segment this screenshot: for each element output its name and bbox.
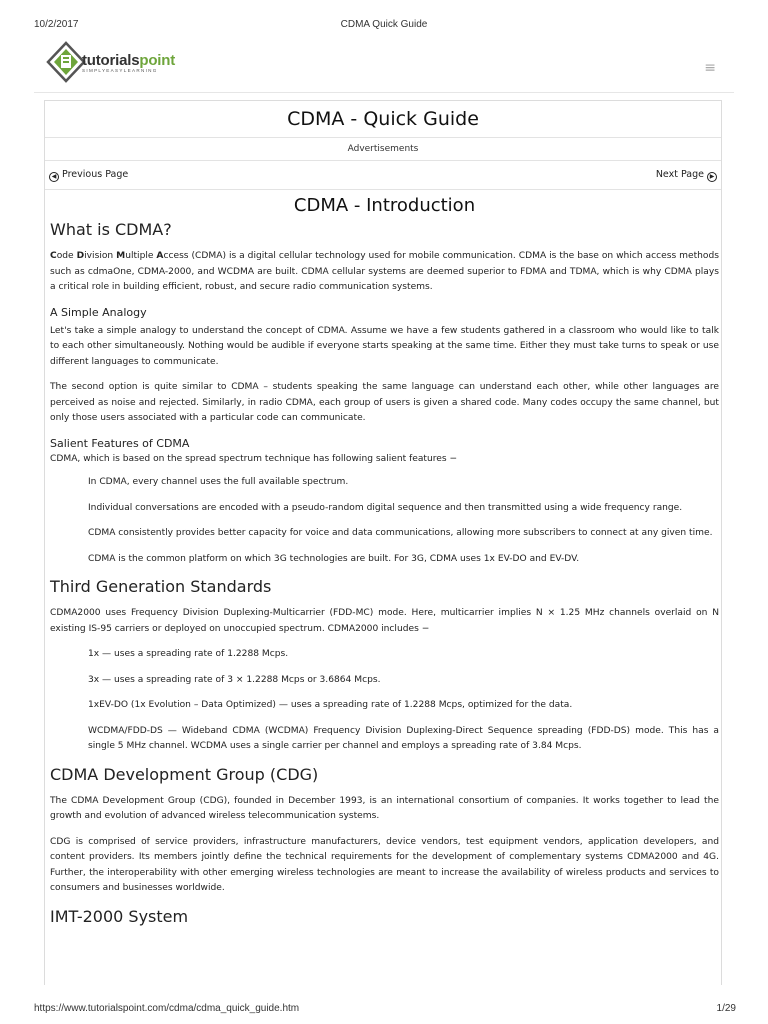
print-header — [0, 0, 768, 40]
list-item: WCDMA/FDD-DS — Wideband CDMA (WCDMA) Frequency Division Duplexing-Direct Sequence spreading (FDD-DS) mode. This has a single 5 MHz channel. WCDMA uses a single carrier per channel and employs a spreading rate of 3.84 Mcps. — [88, 725, 719, 751]
list-item: 1x — uses a spreading rate of 1.2288 Mcps. — [88, 649, 289, 659]
intro-paragraph: Code Division Multiple Access (CDMA) is a digital cellular technology used for mobile communication. CDMA is the base on which access methods such as cdmaOne, CDMA-2000, and WCDMA are built. CDMA cellular systems are deemed superior to FDMA and TDMA, which is why CDMA plays a critical role in building efficient, robust, and secure radio communication systems. — [50, 251, 720, 292]
print-date: 10/2/2017 — [34, 19, 79, 30]
features-intro: CDMA, which is based on the spread spectrum technique has following salient features − — [50, 453, 458, 464]
heading-salient-features: Salient Features of CDMA — [50, 436, 190, 450]
advertisements-label: Advertisements — [45, 138, 721, 161]
heading-third-generation: Third Generation Standards — [50, 577, 272, 596]
logo-icon — [46, 41, 86, 87]
heading-simple-analogy: A Simple Analogy — [50, 305, 147, 319]
print-footer — [0, 994, 768, 1024]
previous-page-label: Previous Page — [62, 169, 129, 180]
list-item: CDMA consistently provides better capacity for voice and data communications, allowing more subscribers to connect at any given time. — [88, 528, 713, 538]
main-content — [44, 100, 722, 985]
site-logo[interactable] — [46, 40, 216, 88]
cdg-paragraph-2: CDG is comprised of service providers, infrastructure manufacturers, device vendors, test equipment vendors, application developers, and content providers. Its members jointly define the technical requirements for the development of complementary systems CDMA2000 and 4G. Further, the interoperability with other emerging wireless technologies are meant to increase the availability of wireless products and services to consumers and businesses worldwide. — [50, 836, 719, 893]
next-page-link[interactable] — [656, 169, 717, 182]
footer-page-number: 1/29 — [716, 1003, 736, 1014]
site-header — [34, 38, 734, 93]
analogy-paragraph-2: The second option is quite similar to CDMA – students speaking the same language can understand each other, while other languages are perceived as noise and rejected. Similarly, in radio CDMA, each group of users is given a shared code. Many codes occupy the same channel, but only those users associated with a particular code can communicate. — [50, 382, 719, 423]
list-item: 3x — uses a spreading rate of 3 × 1.2288 Mcps or 3.6864 Mcps. — [88, 674, 381, 685]
heading-imt-2000: IMT-2000 System — [50, 906, 189, 926]
analogy-paragraph-1: Let's take a simple analogy to understand the concept of CDMA. Assume we have a few students gathered in a classroom who would like to talk to each other simultaneously. Nothing would be audible if everyone starts speaking at the same time. Either they must take turns to speak or use different languages to communicate. — [50, 325, 719, 367]
hamburger-menu-icon[interactable]: ≡ — [704, 60, 716, 76]
footer-url: https://www.tutorialspoint.com/cdma/cdma_quick_guide.htm — [34, 1003, 300, 1014]
next-page-label: Next Page — [655, 169, 704, 180]
list-item: In CDMA, every channel uses the full available spectrum. — [88, 477, 349, 487]
logo-brand-part2: point — [139, 52, 176, 69]
logo-tagline: SIMPLYEASYLEARNING — [82, 68, 158, 73]
section-title: CDMA - Introduction — [293, 195, 476, 216]
standards-list — [50, 647, 719, 755]
print-title: CDMA Quick Guide — [340, 19, 428, 30]
logo-brand-part1: tutorials — [82, 52, 140, 69]
cdg-paragraph-1: The CDMA Development Group (CDG), founded in December 1993, is an international consortium of companies. It works together to lead the growth and evolution of advanced wireless telecommunication systems. — [50, 795, 719, 821]
third-gen-paragraph: CDMA2000 uses Frequency Division Duplexing-Multicarrier (FDD-MC) mode. Here, multicarrier implies N × 1.25 MHz channels overlaid on N existing IS-95 carriers or deployed on unoccupied spectrum. CDMA2000 includes − — [50, 608, 719, 634]
page-title: CDMA - Quick Guide — [45, 101, 721, 138]
chevron-right-circle-icon: ▶ — [707, 172, 717, 182]
chevron-left-circle-icon: ◀ — [49, 172, 59, 182]
heading-what-is-cdma: What is CDMA? — [50, 220, 172, 239]
page-navigation — [45, 161, 721, 190]
heading-cdg: CDMA Development Group (CDG) — [50, 764, 319, 784]
list-item: Individual conversations are encoded with a pseudo-random digital sequence and then transmitted using a wide frequency range. — [88, 502, 683, 513]
previous-page-link[interactable] — [49, 169, 128, 182]
list-item: CDMA is the common platform on which 3G technologies are built. For 3G, CDMA uses 1x EV-DO and EV-DV. — [88, 553, 580, 564]
list-item: 1xEV-DO (1x Evolution – Data Optimized) — uses a spreading rate of 1.2288 Mcps, optimized for the data. — [88, 700, 573, 710]
features-list — [50, 475, 719, 567]
article-body — [45, 195, 721, 926]
